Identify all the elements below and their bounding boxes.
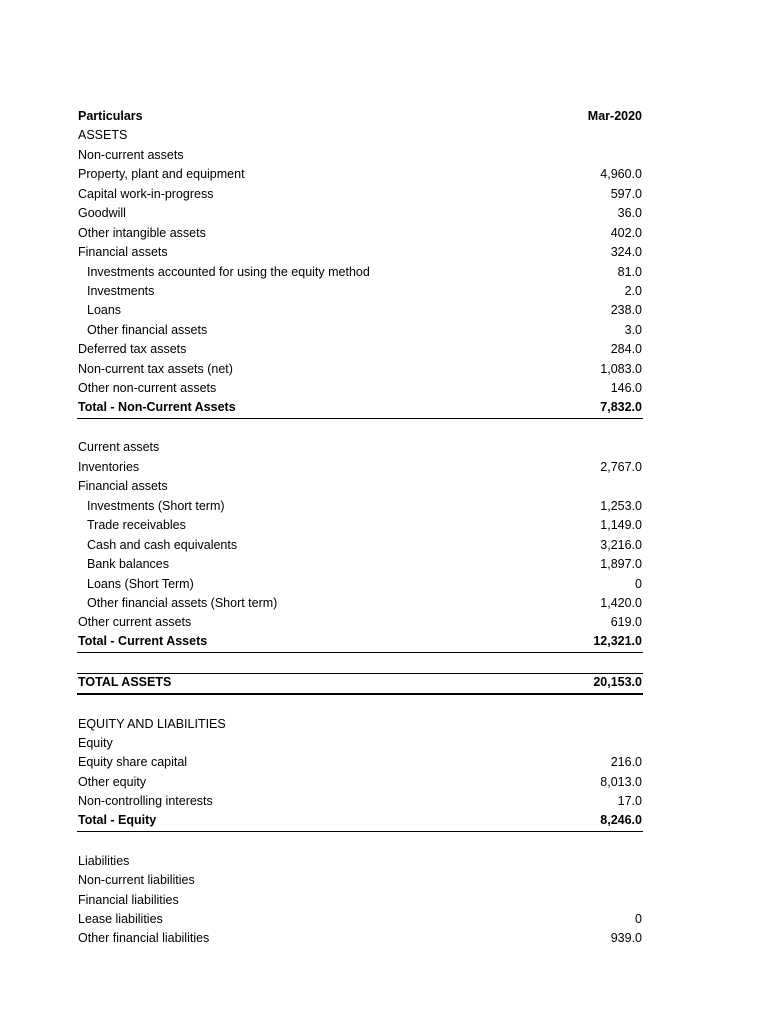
row-value: 0 <box>635 576 642 591</box>
table-row <box>77 891 643 910</box>
row-value: 939.0 <box>610 931 642 946</box>
table-row <box>77 477 643 496</box>
row-label: Lease liabilities <box>78 911 163 926</box>
line-items <box>77 126 643 948</box>
spacer-row <box>77 653 643 672</box>
row-value: 81.0 <box>617 264 642 279</box>
row-value: 8,246.0 <box>600 812 642 827</box>
total-row <box>77 673 643 695</box>
table-row <box>77 458 643 477</box>
table-row <box>77 204 643 223</box>
row-value: 2,767.0 <box>600 459 642 474</box>
row-label: Equity share capital <box>78 755 188 770</box>
row-value: 0 <box>635 911 642 926</box>
table-row <box>77 438 643 457</box>
table-row <box>77 852 643 871</box>
table-row <box>77 126 643 145</box>
row-value: 1,897.0 <box>600 557 642 572</box>
row-value: 36.0 <box>617 206 642 221</box>
row-label: Total - Equity <box>78 812 157 827</box>
row-label: Investments accounted for using the equity method <box>87 264 370 279</box>
total-row <box>77 633 643 653</box>
table-row <box>77 753 643 772</box>
row-value: 8,013.0 <box>600 774 642 789</box>
row-label: TOTAL ASSETS <box>78 674 172 689</box>
table-row <box>77 497 643 516</box>
row-label: Trade receivables <box>87 518 186 533</box>
row-label: Non-current assets <box>78 147 184 162</box>
row-value: 2.0 <box>624 283 642 298</box>
table-row <box>77 536 643 555</box>
row-value: 284.0 <box>610 342 642 357</box>
row-value: 597.0 <box>610 186 642 201</box>
row-label: Investments <box>87 283 155 298</box>
row-label: Non-current tax assets (net) <box>78 361 233 376</box>
table-row <box>77 555 643 574</box>
header-row <box>77 107 643 126</box>
table-row <box>77 185 643 204</box>
row-value: 7,832.0 <box>600 399 642 414</box>
table-row <box>77 871 643 890</box>
row-label: Other financial liabilities <box>78 931 210 946</box>
row-label: Other equity <box>78 774 147 789</box>
row-label: Other financial assets (Short term) <box>87 595 278 610</box>
row-label: Other current assets <box>78 615 192 630</box>
row-value: 3,216.0 <box>600 537 642 552</box>
row-value: 216.0 <box>610 755 642 770</box>
row-label: Investments (Short term) <box>87 498 225 513</box>
table-row <box>77 516 643 535</box>
table-row <box>77 773 643 792</box>
row-label: Bank balances <box>87 557 170 572</box>
table-row <box>77 715 643 734</box>
row-label: Financial assets <box>78 479 168 494</box>
table-row <box>77 379 643 398</box>
row-label: Liabilities <box>78 853 130 868</box>
row-label: Loans (Short Term) <box>87 576 194 591</box>
row-label: Equity <box>78 736 113 750</box>
table-row <box>77 613 643 632</box>
row-label: Non-controlling interests <box>78 794 213 809</box>
row-label: Other intangible assets <box>78 225 206 240</box>
row-label: Other financial assets <box>87 322 208 337</box>
row-label: Goodwill <box>78 206 126 221</box>
row-label: Total - Non-Current Assets <box>78 399 236 414</box>
total-row <box>77 399 643 419</box>
row-value: 324.0 <box>610 245 642 260</box>
spacer-row <box>77 695 643 714</box>
table-row <box>77 594 643 613</box>
row-label: EQUITY AND LIABILITIES <box>78 716 226 731</box>
row-value: 20,153.0 <box>593 674 642 689</box>
particulars-header: Particulars <box>78 109 143 123</box>
row-value: 17.0 <box>617 794 642 809</box>
table-row <box>77 263 643 282</box>
table-row <box>77 165 643 184</box>
table-row <box>77 910 643 929</box>
table-row <box>77 243 643 262</box>
row-label: Property, plant and equipment <box>78 167 245 182</box>
row-value: 1,083.0 <box>600 361 642 376</box>
table-row <box>77 340 643 359</box>
table-row <box>77 792 643 811</box>
row-label: Deferred tax assets <box>78 342 187 357</box>
table-row <box>77 146 643 165</box>
row-label: Inventories <box>78 459 140 474</box>
row-label: Other non-current assets <box>78 381 217 396</box>
row-label: Total - Current Assets <box>78 633 208 648</box>
row-value: 12,321.0 <box>593 633 642 648</box>
table-row <box>77 224 643 243</box>
table-row <box>77 321 643 340</box>
row-value: 1,420.0 <box>600 595 642 610</box>
row-value: 1,149.0 <box>600 518 642 533</box>
table-row <box>77 360 643 379</box>
table-row <box>77 282 643 301</box>
row-label: Loans <box>87 303 122 318</box>
row-label: Financial liabilities <box>78 892 179 907</box>
row-label: Capital work-in-progress <box>78 186 214 201</box>
table-row <box>77 575 643 594</box>
row-value: 619.0 <box>610 615 642 630</box>
total-row <box>77 812 643 832</box>
row-label: Cash and cash equivalents <box>87 537 238 552</box>
row-label: Non-current liabilities <box>78 873 195 888</box>
row-label: ASSETS <box>78 128 128 143</box>
period-header: Mar-2020 <box>587 109 642 123</box>
row-value: 402.0 <box>610 225 642 240</box>
table-row <box>77 301 643 320</box>
spacer-row <box>77 419 643 438</box>
balance-sheet <box>77 107 643 949</box>
row-value: 238.0 <box>610 303 642 318</box>
table-row <box>77 929 643 948</box>
spacer-row <box>77 832 643 851</box>
row-label: Financial assets <box>78 245 168 260</box>
row-label: Current assets <box>78 440 160 455</box>
row-value: 146.0 <box>610 381 642 396</box>
row-value: 3.0 <box>624 322 642 337</box>
row-value: 4,960.0 <box>600 167 642 182</box>
row-value: 1,253.0 <box>600 498 642 513</box>
table-row <box>77 734 643 753</box>
